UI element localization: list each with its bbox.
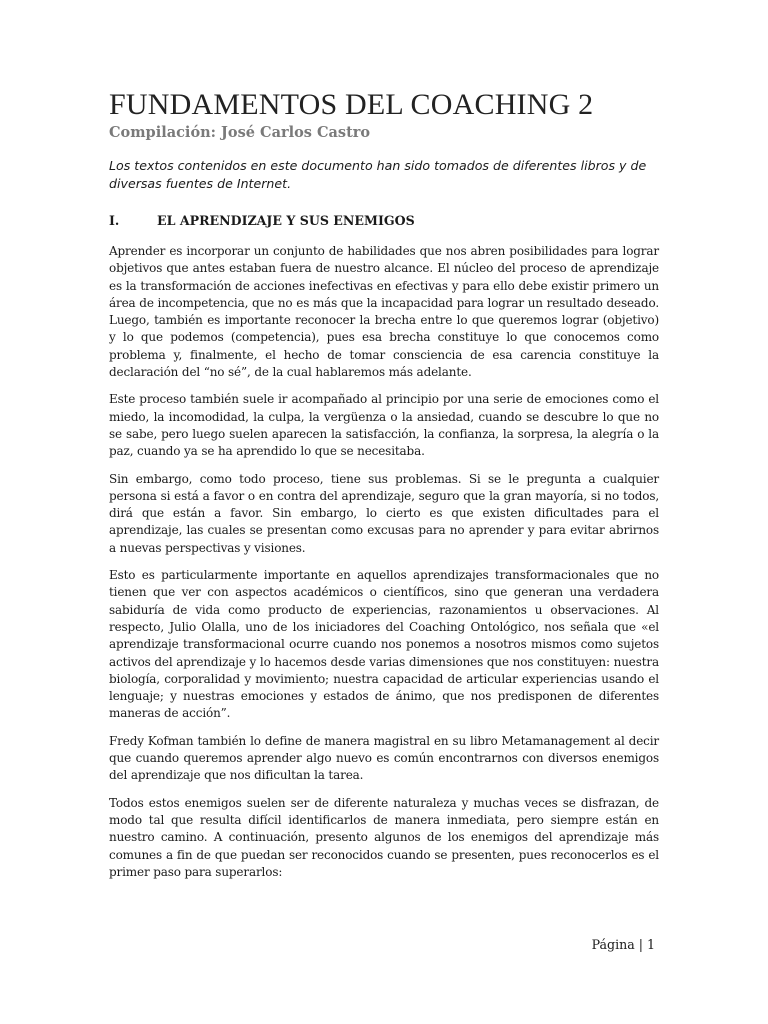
- section-title: EL APRENDIZAJE Y SUS ENEMIGOS: [157, 213, 415, 228]
- section-heading: [109, 213, 659, 229]
- body-text: [109, 243, 659, 881]
- intro-note: Los textos contenidos en este documento han sido tomados de diferentes libros y de diversas fuentes de Internet.: [109, 158, 647, 191]
- paragraph: Este proceso también suele ir acompañado al principio por una serie de emociones como el miedo, la incomodidad, la culpa, la vergüenza o la ansiedad, cuando se descubre lo que no se sabe, pero luego suelen aparecen la satisfacción, la confianza, la sorpresa, la alegría o la paz, cuando ya se ha aprendido lo que se necesitaba.: [109, 392, 659, 459]
- section-number: I.: [109, 213, 120, 228]
- document-title: FUNDAMENTOS DEL COACHING 2: [109, 88, 594, 121]
- paragraph: Aprender es incorporar un conjunto de habilidades que nos abren posibilidades para lograr objetivos que antes estaban fuera de nuestro alcance. El núcleo del proceso de aprendizaje es la transformación de acciones inefectivas en efectivas y para ello debe existir primero un área de incompetencia, que no es más que la incapacidad para lograr un resultado deseado. Luego, también es importante reconocer la brecha entre lo que queremos lograr (objetivo) y lo que podemos (competencia), pues esa brecha constituye lo que conocemos como problema y, finalmente, el hecho de tomar consciencia de esa carencia constituye la declaración del “no sé”, de la cual hablaremos más adelante.: [109, 244, 659, 380]
- document-subtitle: Compilación: José Carlos Castro: [109, 124, 371, 141]
- page-number-footer: Página | 1: [591, 937, 655, 952]
- paragraph: Sin embargo, como todo proceso, tiene sus problemas. Si se le pregunta a cualquier persona si está a favor o en contra del aprendizaje, seguro que la gran mayoría, si no todos, dirá que están a favor. Sin embargo, lo cierto es que existen dificultades para el aprendizaje, las cuales se presentan como excusas para no aprender y para evitar abrirnos a nuevas perspectivas y visiones.: [109, 471, 659, 555]
- paragraph: Esto es particularmente importante en aquellos aprendizajes transformacionales que no tienen que ver con aspectos académicos o científicos, sino que generan una verdadera sabiduría de vida como producto de experiencias, razonamientos u observaciones. Al respecto, Julio Olalla, uno de los iniciadores del Coaching Ontológico, nos señala que «el aprendizaje transformacional ocurre cuando nos ponemos a nosotros mismos como sujetos activos del aprendizaje y lo hacemos desde varias dimensiones que nos constituyen: nuestra biología, corporalidad y movimiento; nuestra capacidad de articular experiencias usando el lenguaje; y nuestras emociones y estados de ánimo, que nos predisponen de diferentes maneras de acción”.: [109, 568, 659, 721]
- paragraph: Fredy Kofman también lo define de manera magistral en su libro Metamanagement al decir que cuando queremos aprender algo nuevo es común encontrarnos con diversos enemigos del aprendizaje que nos dificultan la tarea.: [109, 733, 659, 783]
- paragraph: Todos estos enemigos suelen ser de diferente naturaleza y muchas veces se disfrazan, de modo tal que resulta difícil identificarlos de manera inmediata, pero siempre están en nuestro camino. A continuación, presento algunos de los enemigos del aprendizaje más comunes a fin de que puedan ser reconocidos cuando se presenten, pues reconocerlos es el primer paso para superarlos:: [109, 795, 659, 879]
